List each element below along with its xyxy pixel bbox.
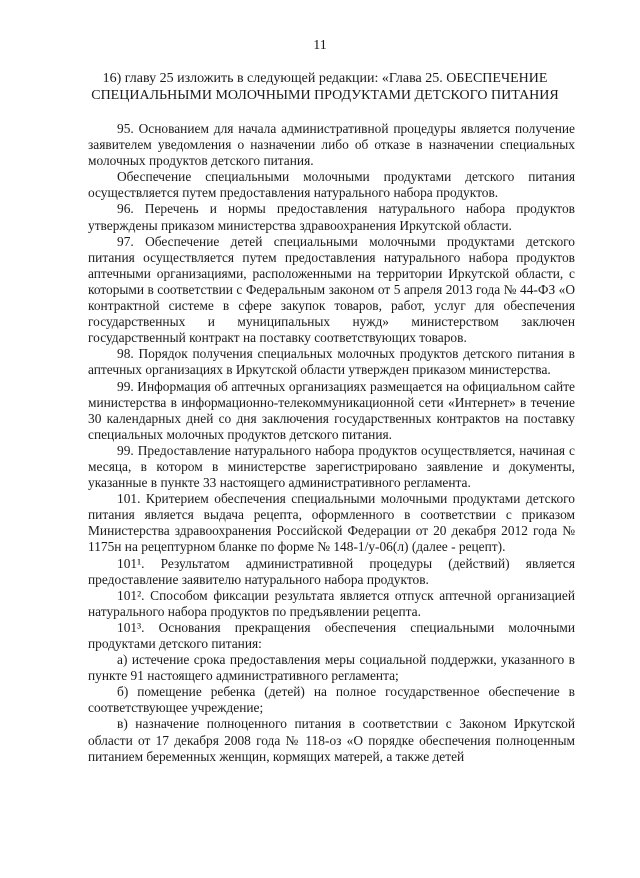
paragraph: 101³. Основания прекращения обеспечения специальными молочными продуктами детского питания:: [88, 619, 575, 651]
paragraph: б) помещение ребенка (детей) на полное государственное обеспечение в соответствующее учреждение;: [88, 684, 575, 716]
paragraph: 97. Обеспечение детей специальными молочными продуктами детского питания осуществляется путем предоставления натурального набора продуктов аптечными организациями, расположенными на территории Иркутской области, с которыми в соответствии с Федеральным законом от 5 апреля 2013 года № 44-ФЗ «О контрактной системе в сфере закупок товаров, работ, услуг для обеспечения государственных и муниципальных нужд» министерством заключен государственный контракт на поставку соответствующих товаров.: [88, 233, 575, 346]
paragraph: 101. Критерием обеспечения специальными молочными продуктами детского питания является выдача рецепта, оформленного в соответствии с приказом Министерства здравоохранения Российской Федерации от 20 декабря 2012 года № 1175н на рецептурном бланке по форме № 148-1/у-06(л) (далее - рецепт).: [88, 491, 575, 555]
paragraph: а) истечение срока предоставления меры социальной поддержки, указанного в пункте 91 настоящего административного регламента;: [88, 652, 575, 684]
page-number: 11: [313, 38, 327, 53]
paragraph: 98. Порядок получения специальных молочных продуктов детского питания в аптечных организациях в Иркутской области утвержден приказом министерства.: [88, 346, 575, 378]
paragraph: 99. Предоставление натурального набора продуктов осуществляется, начиная с месяца, в котором в министерстве зарегистрировано заявление и документы, указанные в пункте 33 настоящего административного регламента.: [88, 442, 575, 491]
chapter-heading: 16) главу 25 изложить в следующей редакции: «Глава 25. ОБЕСПЕЧЕНИЕ СПЕЦИАЛЬНЫМИ МОЛОЧНЫМИ ПРОДУКТАМИ ДЕТСКОГО ПИТАНИЯ: [91, 71, 559, 103]
paragraph: 95. Основанием для начала административной процедуры является получение заявителем уведомления о назначении либо об отказе в назначении специальных молочных продуктов детского питания.: [88, 121, 575, 169]
paragraph: в) назначение полноценного питания в соответствии с Законом Иркутской области от 17 декабря 2008 года № 118-оз «О порядке обеспечения полноценным питанием беременных женщин, кормящих матерей, а также детей: [88, 716, 575, 764]
paragraph: 101¹. Результатом административной процедуры (действий) является предоставление заявителю натурального набора продуктов.: [88, 555, 575, 587]
document-body: [88, 121, 575, 765]
paragraph: 101². Способом фиксации результата является отпуск аптечной организацией натурального набора продуктов по предъявлении рецепта.: [88, 587, 575, 619]
paragraph: 96. Перечень и нормы предоставления натурального набора продуктов утверждены приказом министерства здравоохранения Иркутской области.: [88, 201, 575, 233]
paragraph: 99. Информация об аптечных организациях размещается на официальном сайте министерства в информационно-телекоммуникационной сети «Интернет» в течение 30 календарных дней со дня заключения государственных контрактов на поставку специальных молочных продуктов детского питания.: [88, 378, 575, 442]
paragraph: Обеспечение специальными молочными продуктами детского питания осуществляется путем предоставления натурального набора продуктов.: [88, 169, 575, 201]
